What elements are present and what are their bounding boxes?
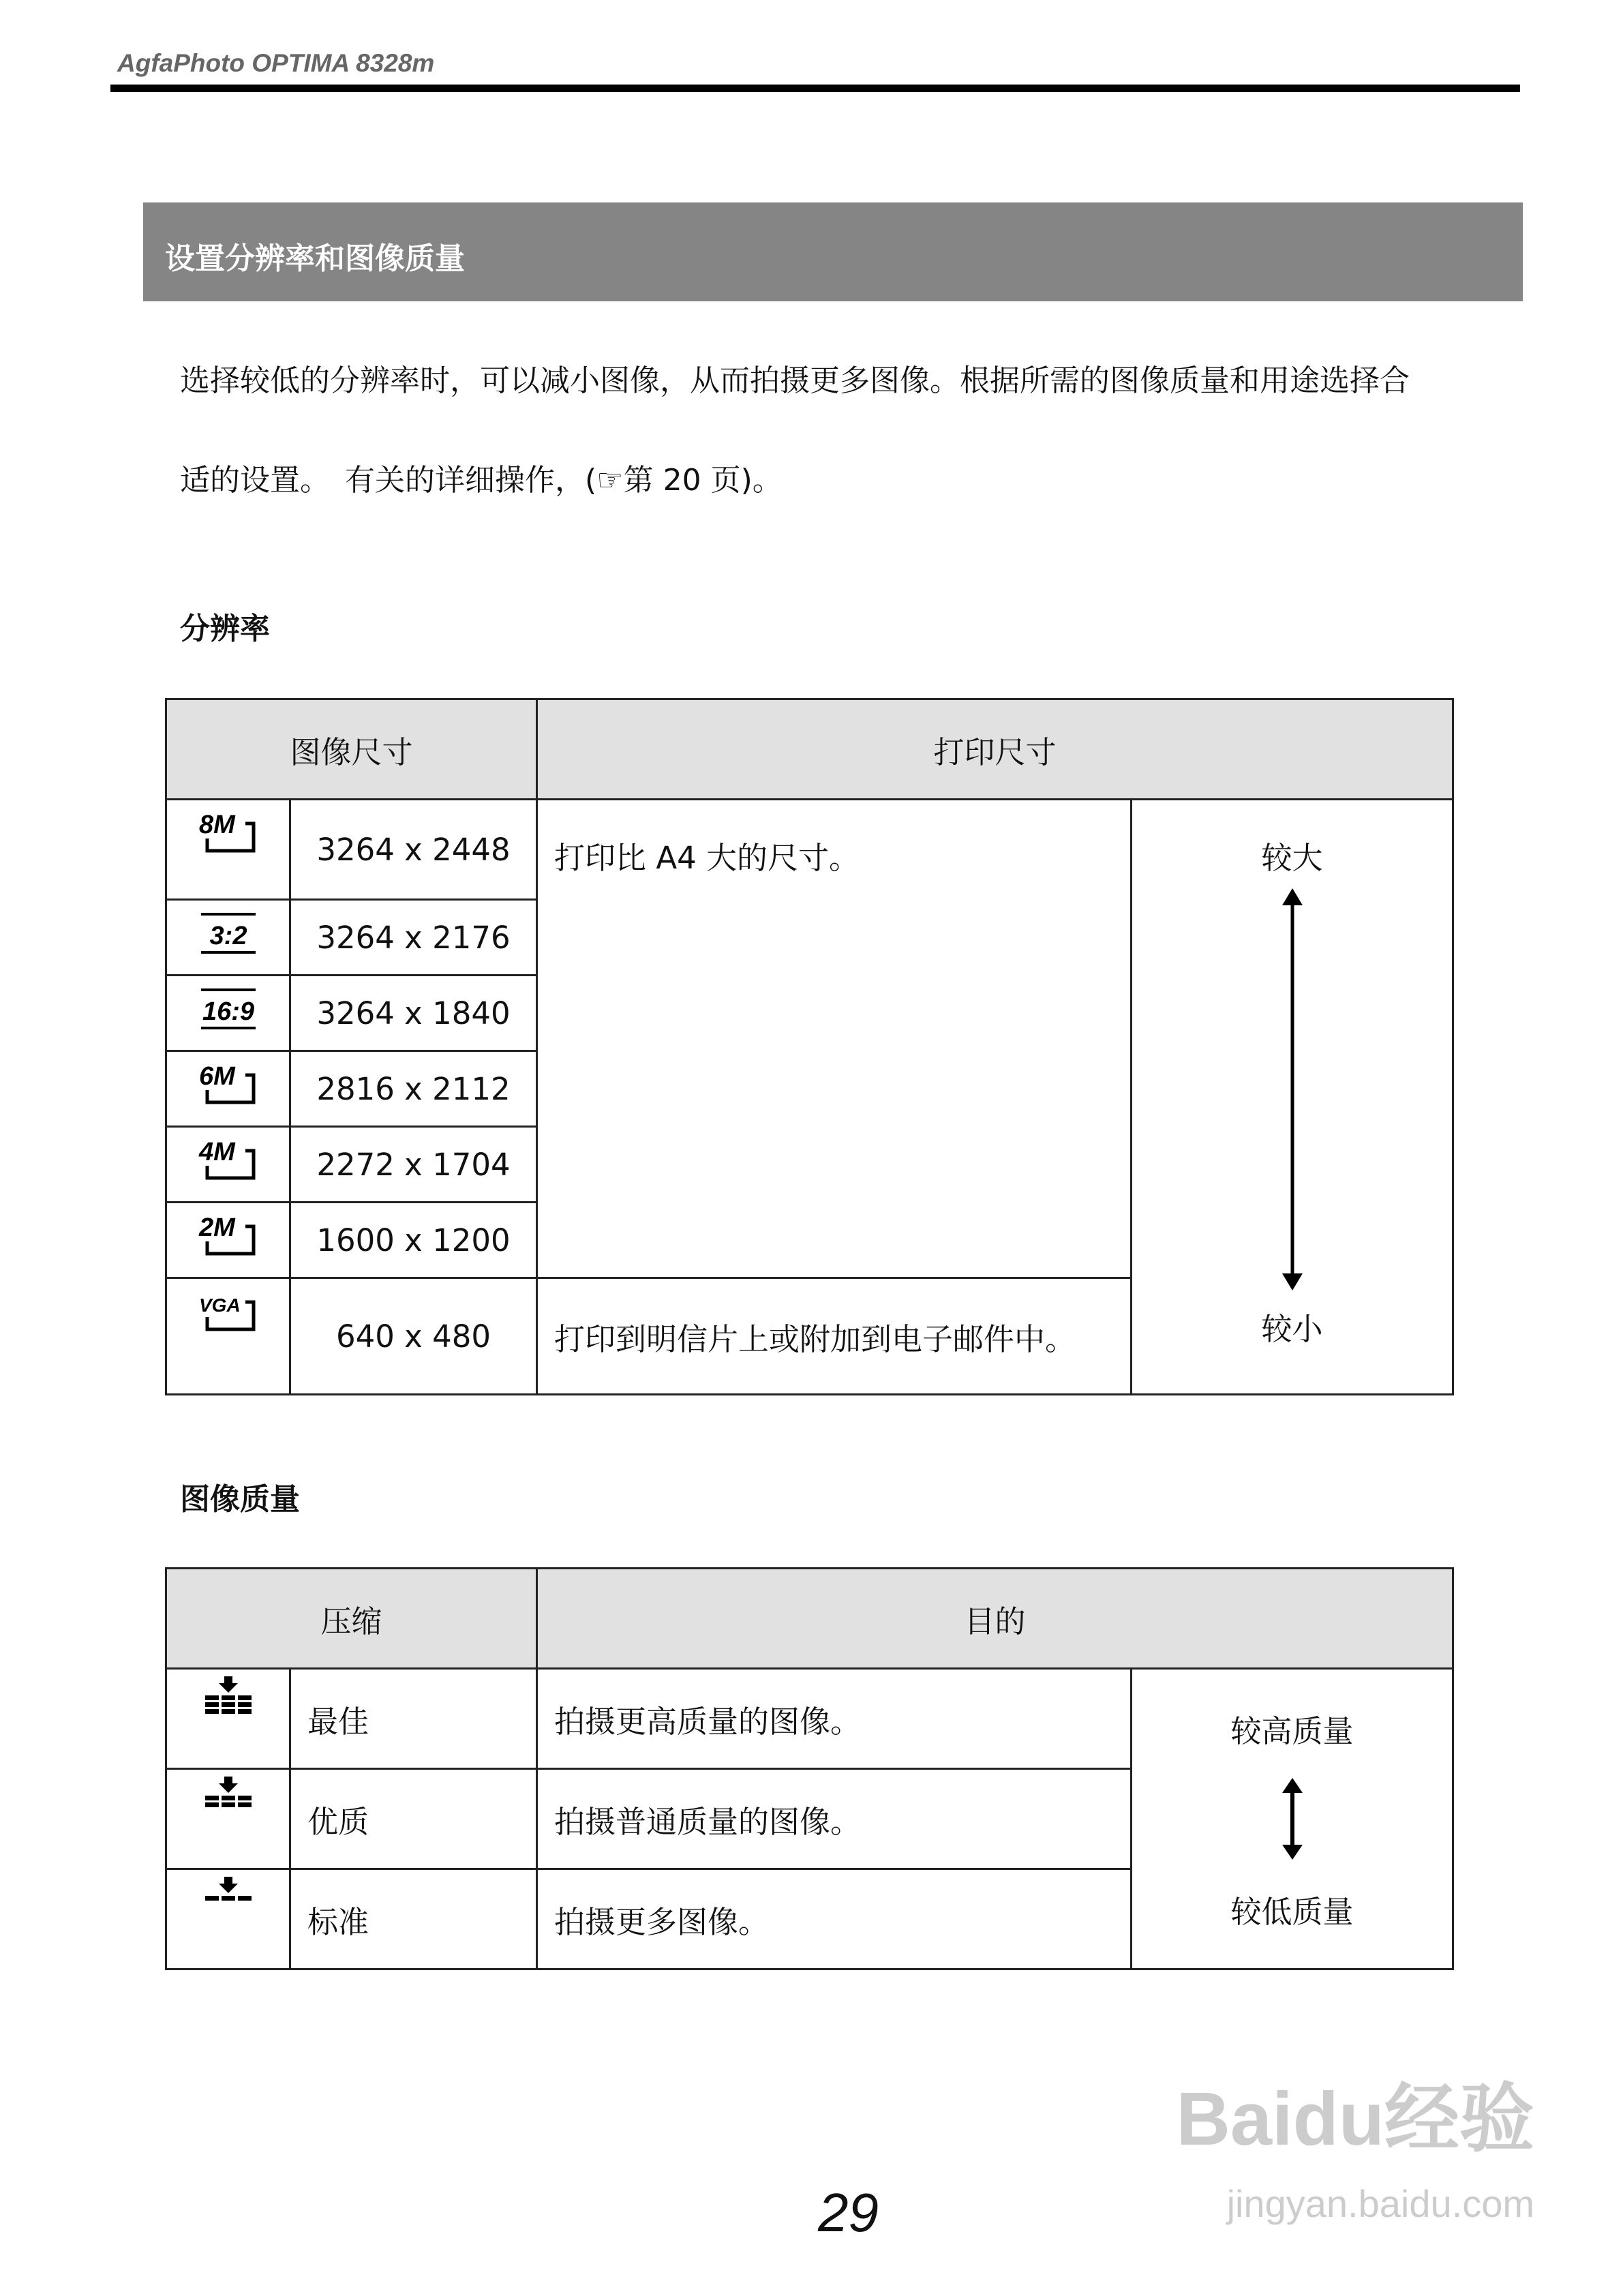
quality-icon [166,1869,290,1969]
quality-name: 标准 [290,1869,537,1969]
resolution-icon-3-2 [166,900,290,976]
table-row [166,800,1453,900]
label-smaller: 较小 [1261,1311,1323,1347]
svg-text:6M: 6M [198,1063,235,1091]
section-title: 设置分辨率和图像质量 [165,241,465,276]
double-arrow-icon [1279,1778,1306,1860]
quality-purpose: 拍摄普通质量的图像。 [537,1769,1132,1869]
quality-icon [166,1669,290,1769]
col-header-purpose: 目的 [537,1569,1453,1669]
resolution-icon-2M [166,1203,290,1278]
col-header-compression: 压缩 [166,1569,537,1669]
resolution-icon-4M [166,1127,290,1203]
watermark-url: jingyan.baidu.com [1226,2182,1534,2225]
resolution-icon-16-9 [166,976,290,1051]
svg-text:4M: 4M [198,1138,235,1166]
page-reference: 第 20 页)。 [623,463,783,498]
image-size: 2272 x 1704 [290,1127,537,1203]
table-row [166,1669,1453,1769]
document-header: AgfaPhoto OPTIMA 8328m [117,49,435,77]
svg-text:VGA: VGA [198,1295,241,1316]
svg-text:3:2: 3:2 [209,922,247,950]
col-header-image-size: 图像尺寸 [166,699,537,800]
svg-text:16:9: 16:9 [202,997,254,1026]
resolution-icon-VGA [166,1278,290,1395]
image-size: 3264 x 2448 [290,800,537,900]
resolution-heading: 分辨率 [180,611,270,646]
quality-icon [166,1769,290,1869]
print-large-desc: 打印比 A4 大的尺寸。 [537,800,1132,1278]
intro-line-2 [180,455,783,499]
quality-heading: 图像质量 [180,1482,300,1517]
resolution-icon-6M [166,1051,290,1127]
watermark-logo: Baidu经验 [1176,2077,1534,2161]
quality-table [165,1567,1454,1970]
label-higher: 较高质量 [1230,1713,1354,1749]
quality-scale [1132,1669,1453,1969]
header-rule [110,85,1520,92]
col-header-print-size: 打印尺寸 [537,699,1453,800]
svg-text:2M: 2M [198,1214,235,1242]
double-arrow-icon [1279,888,1306,1290]
image-size: 1600 x 1200 [290,1203,537,1278]
hand-pointing-icon: ☞ [596,463,624,498]
page-number: 29 [818,2182,879,2243]
svg-text:8M: 8M [198,811,235,839]
resolution-table [165,698,1454,1395]
label-bigger: 较大 [1261,840,1323,876]
print-small-desc: 打印到明信片上或附加到电子邮件中。 [537,1278,1132,1395]
quality-purpose: 拍摄更多图像。 [537,1869,1132,1969]
image-size: 640 x 480 [290,1278,537,1395]
image-size: 3264 x 1840 [290,976,537,1051]
quality-name: 最佳 [290,1669,537,1769]
image-size: 3264 x 2176 [290,900,537,976]
intro-line-1: 选择较低的分辨率时，可以减小图像，从而拍摄更多图像。根据所需的图像质量和用途选择合 [180,363,1410,398]
image-size: 2816 x 2112 [290,1051,537,1127]
intro-text: 适的设置。 有关的详细操作，( [180,463,597,498]
quality-purpose: 拍摄更高质量的图像。 [537,1669,1132,1769]
resolution-icon-8M [166,800,290,900]
label-lower: 较低质量 [1230,1894,1354,1930]
quality-name: 优质 [290,1769,537,1869]
section-banner [143,202,1523,301]
size-scale [1132,800,1453,1395]
